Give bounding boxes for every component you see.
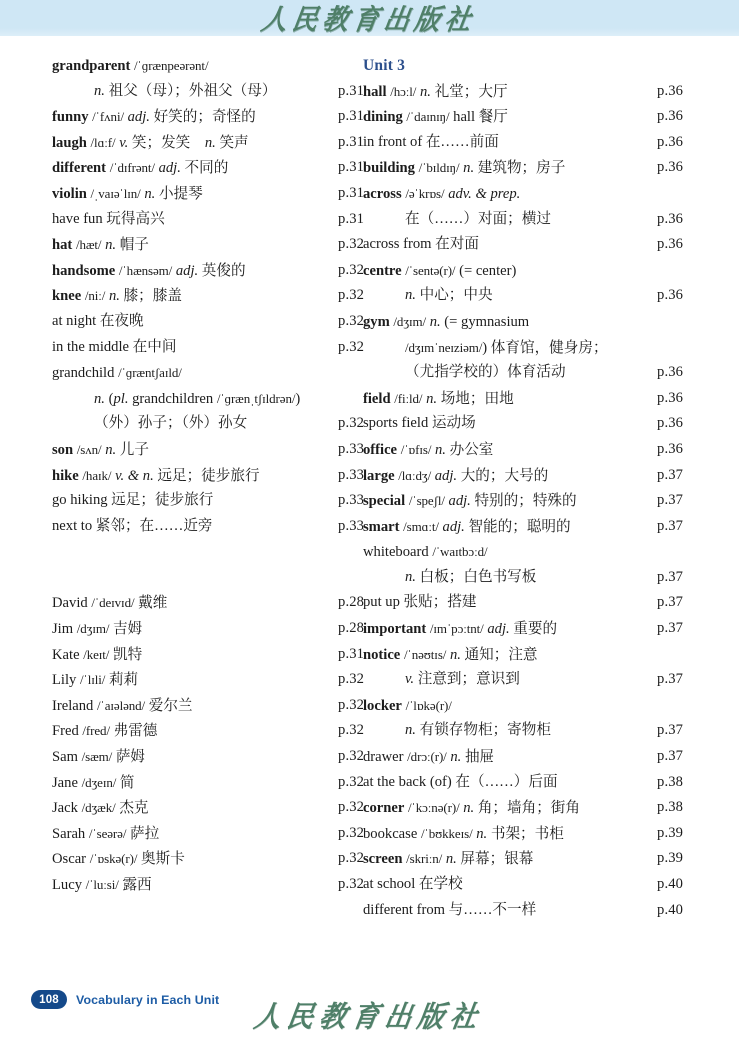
page-reference: p.40 (657, 876, 683, 892)
vocabulary-entry (52, 386, 372, 412)
vocabulary-entry (363, 693, 683, 719)
entry-text: put up 张贴；搭建 (363, 594, 477, 611)
page-reference: p.33 (338, 517, 364, 534)
entry-text: corner /ˈkɔːnə(r)/ n. 角；墙角；街角 (363, 800, 580, 817)
entry-text: at school 在学校 (363, 876, 463, 892)
page-reference: p.39 (657, 824, 683, 841)
vocabulary-entry (363, 770, 683, 796)
unit-title: Unit 3 (363, 57, 406, 74)
vocabulary-entry (363, 795, 683, 821)
entry-text: gym /dʒɪm/ n. (= gymnasium (363, 313, 530, 330)
vocabulary-entry (52, 821, 372, 847)
entry-text: whiteboard /ˈwaɪtbɔːd/ (363, 544, 488, 561)
page-reference: p.36 (657, 236, 683, 253)
vocabulary-entry (363, 565, 683, 591)
vocabulary-entry (363, 718, 683, 744)
vocabulary-entry (363, 539, 683, 565)
vocabulary-entry (52, 181, 372, 207)
entry-text: knee /niː/ n. 膝；膝盖 (52, 288, 182, 305)
page-reference: p.32 (338, 722, 364, 739)
page-reference: p.33 (338, 440, 364, 457)
page-reference: p.36 (657, 108, 683, 125)
entry-text: bookcase /ˈbʊkkeɪs/ n. 书架；书柜 (363, 825, 564, 842)
page-reference: p.32 (338, 236, 364, 253)
entry-text: building /ˈbɪldɪŋ/ n. 建筑物；房子 (363, 160, 566, 177)
page-reference: p.31 (338, 133, 364, 150)
vocabulary-entry (52, 79, 372, 105)
vocabulary-entry (363, 437, 683, 463)
entry-text: notice /ˈnəʊtɪs/ n. 通知；注意 (363, 646, 538, 663)
vocabulary-entry (52, 590, 372, 616)
vocabulary-entry (363, 744, 683, 770)
vocabulary-entry (363, 130, 683, 156)
page-reference: p.39 (657, 850, 683, 867)
entry-text: n. 有锁存物柜；寄物柜 (405, 722, 551, 739)
footer-section-label: Vocabulary in Each Unit (76, 992, 220, 1007)
entry-text: （外）孙子；（外）孙女 (94, 415, 248, 432)
entry-text: Lily /ˈlɪli/ 莉莉 (52, 672, 139, 689)
entry-text: funny /ˈfʌni/ adj. 好笑的；奇怪的 (52, 109, 256, 126)
page-reference: p.32 (338, 876, 364, 892)
vocabulary-entry (363, 104, 683, 130)
entry-text: Jack /dʒæk/ 杰克 (52, 800, 149, 817)
entry-text: hike /haɪk/ v. & n. 远足；徒步旅行 (52, 467, 260, 484)
page-reference: p.32 (338, 338, 364, 355)
page-reference: p.36 (657, 159, 683, 176)
entry-text: Sam /sæm/ 萨姆 (52, 749, 146, 766)
page-reference: p.36 (657, 364, 683, 381)
entry-text: Jim /dʒɪm/ 吉姆 (52, 621, 143, 638)
vocabulary-entry (363, 335, 683, 361)
page-number-badge: 108 (31, 990, 67, 1009)
entry-text: in front of 在……前面 (363, 133, 499, 150)
page-reference: p.31 (338, 82, 364, 99)
page-reference: p.31 (338, 645, 364, 662)
entry-text: across from 在对面 (363, 236, 479, 253)
vocabulary-entry (52, 718, 372, 744)
vocabulary-entry (363, 488, 683, 514)
vocabulary-entry (363, 590, 683, 616)
entry-text: v. 注意到；意识到 (405, 671, 520, 688)
entry-text: hall /hɔːl/ n. 礼堂；大厅 (363, 83, 508, 100)
vocabulary-entry (363, 181, 683, 207)
page-reference: p.32 (338, 287, 364, 304)
entry-text: hat /hæt/ n. 帽子 (52, 237, 149, 254)
page-reference: p.36 (657, 210, 683, 227)
publisher-logo-footer (0, 996, 739, 1033)
vocabulary-entry (52, 744, 372, 770)
entry-text: Kate /keɪt/ 凯特 (52, 646, 143, 663)
entry-text: n. 白板；白色书写板 (405, 568, 537, 585)
page-footer (0, 982, 739, 1044)
vocabulary-entry (363, 872, 683, 898)
vocabulary-entry (363, 258, 683, 284)
page-reference: p.37 (657, 466, 683, 483)
entry-text: dining /ˈdaɪnɪŋ/ hall 餐厅 (363, 109, 508, 126)
vocabulary-entry (52, 795, 372, 821)
page-reference: p.37 (657, 722, 683, 739)
entry-text: David /ˈdeɪvɪd/ 戴维 (52, 595, 168, 612)
entry-text: centre /ˈsentə(r)/ (= center) (363, 262, 517, 279)
publisher-calligraphy-text-footer: 人民教育出版社 (252, 1000, 486, 1033)
entry-text: next to 紧邻；在……近旁 (52, 517, 213, 534)
entry-text: smart /smɑːt/ adj. 智能的；聪明的 (363, 518, 571, 535)
vocabulary-entry (52, 411, 372, 437)
entry-text: go hiking 远足；徒步旅行 (52, 492, 214, 509)
page-reference: p.40 (657, 901, 683, 918)
vocabulary-entry (363, 283, 683, 309)
vocabulary-entry (52, 335, 372, 361)
entry-text: Sarah /ˈseərə/ 萨拉 (52, 825, 160, 842)
vocabulary-entry (52, 53, 372, 79)
vocabulary-entry (52, 642, 372, 668)
vocabulary-entry (363, 79, 683, 105)
vocabulary-entry (52, 309, 372, 335)
page-reference: p.37 (657, 671, 683, 688)
vocabulary-entry (52, 872, 372, 898)
entry-text: violin /ˌvaɪəˈlɪn/ n. 小提琴 (52, 185, 203, 202)
page-reference: p.28 (338, 620, 364, 637)
entry-text: in the middle 在中间 (52, 338, 177, 355)
vocabulary-entry (52, 258, 372, 284)
entry-text: （尤指学校的）体育活动 (405, 364, 566, 381)
entry-text: laugh /lɑːf/ v. 笑；发笑 n. 笑声 (52, 134, 249, 151)
page-reference: p.38 (657, 799, 683, 816)
entry-text: handsome /ˈhænsəm/ adj. 英俊的 (52, 262, 246, 279)
vocabulary-entry (52, 232, 372, 258)
vocabulary-entry (363, 616, 683, 642)
vocabulary-entry (363, 309, 683, 335)
entry-text: /dʒɪmˈneɪziəm/) 体育馆，健身房； (405, 339, 608, 356)
vocabulary-entry (52, 207, 372, 233)
page-reference: p.38 (657, 773, 683, 790)
page-reference: p.36 (657, 133, 683, 150)
vocabulary-entry (363, 821, 683, 847)
vocabulary-entry (52, 846, 372, 872)
header-band (0, 0, 739, 36)
vocabulary-entry (52, 360, 372, 386)
entry-text: n. 中心；中央 (405, 287, 493, 304)
vocabulary-entry (52, 463, 372, 489)
page-reference: p.31 (338, 184, 364, 201)
page-reference: p.31 (338, 108, 364, 125)
entry-text: locker /ˈlɒkə(r)/ (363, 697, 452, 714)
vocabulary-entry (52, 283, 372, 309)
entry-text: field /fiːld/ n. 场地；田地 (363, 390, 514, 407)
page-reference: p.31 (338, 210, 364, 227)
vocabulary-entry (363, 846, 683, 872)
page-reference: p.31 (338, 159, 364, 176)
page-reference: p.37 (657, 492, 683, 509)
left-column (52, 53, 372, 898)
vocabulary-entry (52, 437, 372, 463)
vocabulary-entry (363, 386, 683, 412)
vocabulary-entry (363, 207, 683, 233)
page-reference: p.28 (338, 594, 364, 611)
vocabulary-entry (363, 667, 683, 693)
vocabulary-entry (52, 667, 372, 693)
vocabulary-entry (52, 488, 372, 514)
spacer-row (52, 565, 372, 591)
vocabulary-entry (52, 693, 372, 719)
page-reference: p.32 (338, 312, 364, 329)
entry-text: have fun 玩得高兴 (52, 210, 165, 227)
right-column (363, 53, 683, 923)
vocabulary-entry (363, 411, 683, 437)
vocabulary-entry (52, 616, 372, 642)
vocabulary-entry (363, 155, 683, 181)
entry-text: n. (pl. grandchildren /ˈɡrænˌtʃɪldrən/) (94, 390, 301, 407)
publisher-calligraphy-text: 人民教育出版社 (259, 5, 479, 36)
page-reference: p.37 (657, 517, 683, 534)
entry-text: large /lɑːdʒ/ adj. 大的；大号的 (363, 467, 549, 484)
spacer-row (52, 539, 372, 565)
vocabulary-entry (363, 898, 683, 924)
entry-text: Ireland /ˈaɪələnd/ 爱尔兰 (52, 697, 193, 714)
vocabulary-columns (0, 53, 739, 963)
vocabulary-entry (52, 104, 372, 130)
page-reference: p.32 (338, 824, 364, 841)
entry-text: important /ɪmˈpɔːtnt/ adj. 重要的 (363, 621, 558, 638)
page-reference: p.36 (657, 389, 683, 406)
entry-text: at night 在夜晚 (52, 312, 144, 329)
vocabulary-entry (363, 463, 683, 489)
page-reference: p.37 (657, 594, 683, 611)
page-reference: p.32 (338, 773, 364, 790)
entry-text: Jane /dʒeɪn/ 简 (52, 774, 135, 791)
page-reference: p.32 (338, 415, 364, 432)
entry-text: office /ˈɒfɪs/ n. 办公室 (363, 441, 494, 458)
entry-text: 在（……）对面；横过 (405, 210, 551, 227)
page-reference: p.32 (338, 850, 364, 867)
entry-text: different /ˈdɪfrənt/ adj. 不同的 (52, 160, 229, 177)
entry-text: drawer /drɔː(r)/ n. 抽屉 (363, 749, 495, 766)
entry-text: grandchild /ˈɡræntʃaɪld/ (52, 365, 182, 382)
page-reference: p.36 (657, 415, 683, 432)
entry-text: across /əˈkrɒs/ adv. & prep. (363, 185, 521, 202)
entry-text: different from 与……不一样 (363, 901, 537, 918)
page-reference: p.37 (657, 568, 683, 585)
vocabulary-entry (52, 155, 372, 181)
entry-text: Oscar /ˈɒskə(r)/ 奥斯卡 (52, 851, 185, 868)
page-reference: p.37 (657, 620, 683, 637)
page-reference: p.33 (338, 492, 364, 509)
entry-text: special /ˈspeʃl/ adj. 特别的；特殊的 (363, 493, 577, 510)
page-reference: p.32 (338, 696, 364, 713)
entry-text: screen /skriːn/ n. 屏幕；银幕 (363, 851, 534, 868)
vocabulary-entry (363, 232, 683, 258)
page-reference: p.36 (657, 287, 683, 304)
page-reference: p.32 (338, 671, 364, 688)
page-reference: p.36 (657, 440, 683, 457)
vocabulary-entry (52, 770, 372, 796)
vocabulary-entry (363, 360, 683, 386)
vocabulary-entry (52, 130, 372, 156)
page-reference: p.32 (338, 799, 364, 816)
page-reference: p.32 (338, 261, 364, 278)
entry-text: grandparent /ˈɡrænpeərənt/ (52, 58, 209, 74)
entry-text: son /sʌn/ n. 儿子 (52, 441, 149, 458)
page-reference: p.37 (657, 748, 683, 765)
vocabulary-entry (52, 514, 372, 540)
entry-text: n. 祖父（母）；外祖父（母） (94, 82, 277, 99)
entry-text: at the back (of) 在（……）后面 (363, 773, 558, 790)
entry-text: sports field 运动场 (363, 415, 476, 432)
publisher-logo-header (0, 0, 739, 36)
vocabulary-entry (363, 514, 683, 540)
vocabulary-entry (363, 642, 683, 668)
page-reference: p.36 (657, 82, 683, 99)
page-reference: p.32 (338, 748, 364, 765)
page-reference: p.33 (338, 466, 364, 483)
entry-text: Lucy /ˈluːsi/ 露西 (52, 877, 152, 893)
entry-text: Fred /fred/ 弗雷德 (52, 723, 158, 740)
